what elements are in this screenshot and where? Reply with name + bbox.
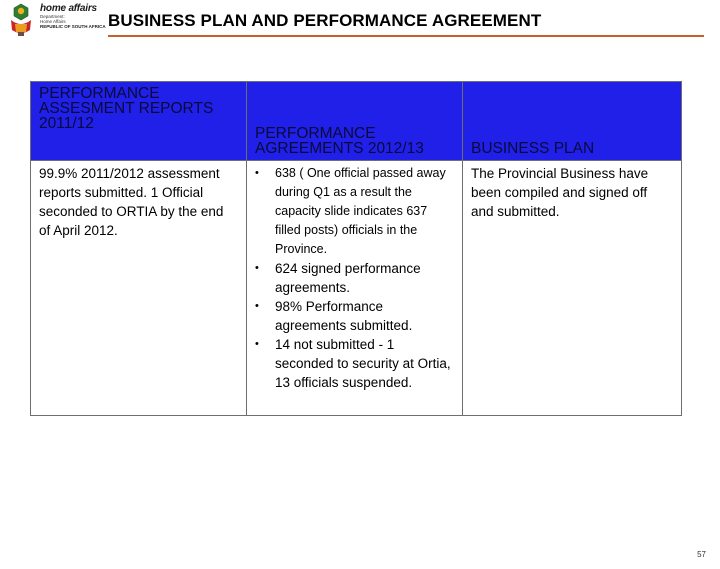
bullet-text: 624 signed performance agreements. bbox=[275, 261, 421, 295]
business-plan-cell bbox=[463, 161, 682, 416]
bullet-text: 14 not submitted - 1 seconded to security at Ortia, 13 officials suspended. bbox=[275, 337, 451, 390]
column-header-agreements: PERFORMANCE AGREEMENTS 2012/13 bbox=[247, 82, 463, 161]
table-header-row bbox=[31, 82, 682, 161]
column-header-assessment: PERFORMANCE ASSESMENT REPORTS 2011/12 bbox=[31, 82, 247, 161]
department-text bbox=[40, 4, 106, 30]
assessment-text: 99.9% 2011/2012 assessment reports submitted. 1 Official seconded to ORTIA by the end of April 2012. bbox=[39, 166, 224, 238]
list-item bbox=[255, 164, 454, 259]
bullet-text: 638 ( One official passed away during Q1 as a result the capacity slide indicates 637 filled posts) officials in the Province. bbox=[275, 166, 446, 256]
list-item bbox=[255, 259, 454, 297]
department-logo bbox=[6, 2, 104, 38]
business-plan-text: The Provincial Business have been compiled and signed off and submitted. bbox=[471, 166, 649, 219]
logo-line1: Department: bbox=[40, 14, 65, 19]
page-number: 57 bbox=[697, 550, 706, 559]
column-header-business-plan: BUSINESS PLAN bbox=[463, 82, 682, 161]
bullet-icon: • bbox=[255, 300, 259, 312]
table-row bbox=[31, 161, 682, 416]
assessment-cell bbox=[31, 161, 247, 416]
logo-title: home affairs bbox=[40, 3, 97, 14]
bullet-icon: • bbox=[255, 167, 259, 179]
title-rule bbox=[108, 35, 704, 37]
bullet-icon: • bbox=[255, 262, 259, 274]
performance-table bbox=[30, 81, 682, 416]
bullet-text: 98% Performance agreements submitted. bbox=[275, 299, 413, 333]
bullet-icon: • bbox=[255, 338, 259, 350]
coat-of-arms-icon bbox=[6, 2, 36, 38]
logo-line2: Home Affairs bbox=[40, 19, 66, 24]
logo-line3: REPUBLIC OF SOUTH AFRICA bbox=[40, 24, 106, 29]
page-title: BUSINESS PLAN AND PERFORMANCE AGREEMENT bbox=[108, 11, 542, 30]
agreements-cell bbox=[247, 161, 463, 416]
list-item bbox=[255, 335, 454, 392]
list-item bbox=[255, 297, 454, 335]
